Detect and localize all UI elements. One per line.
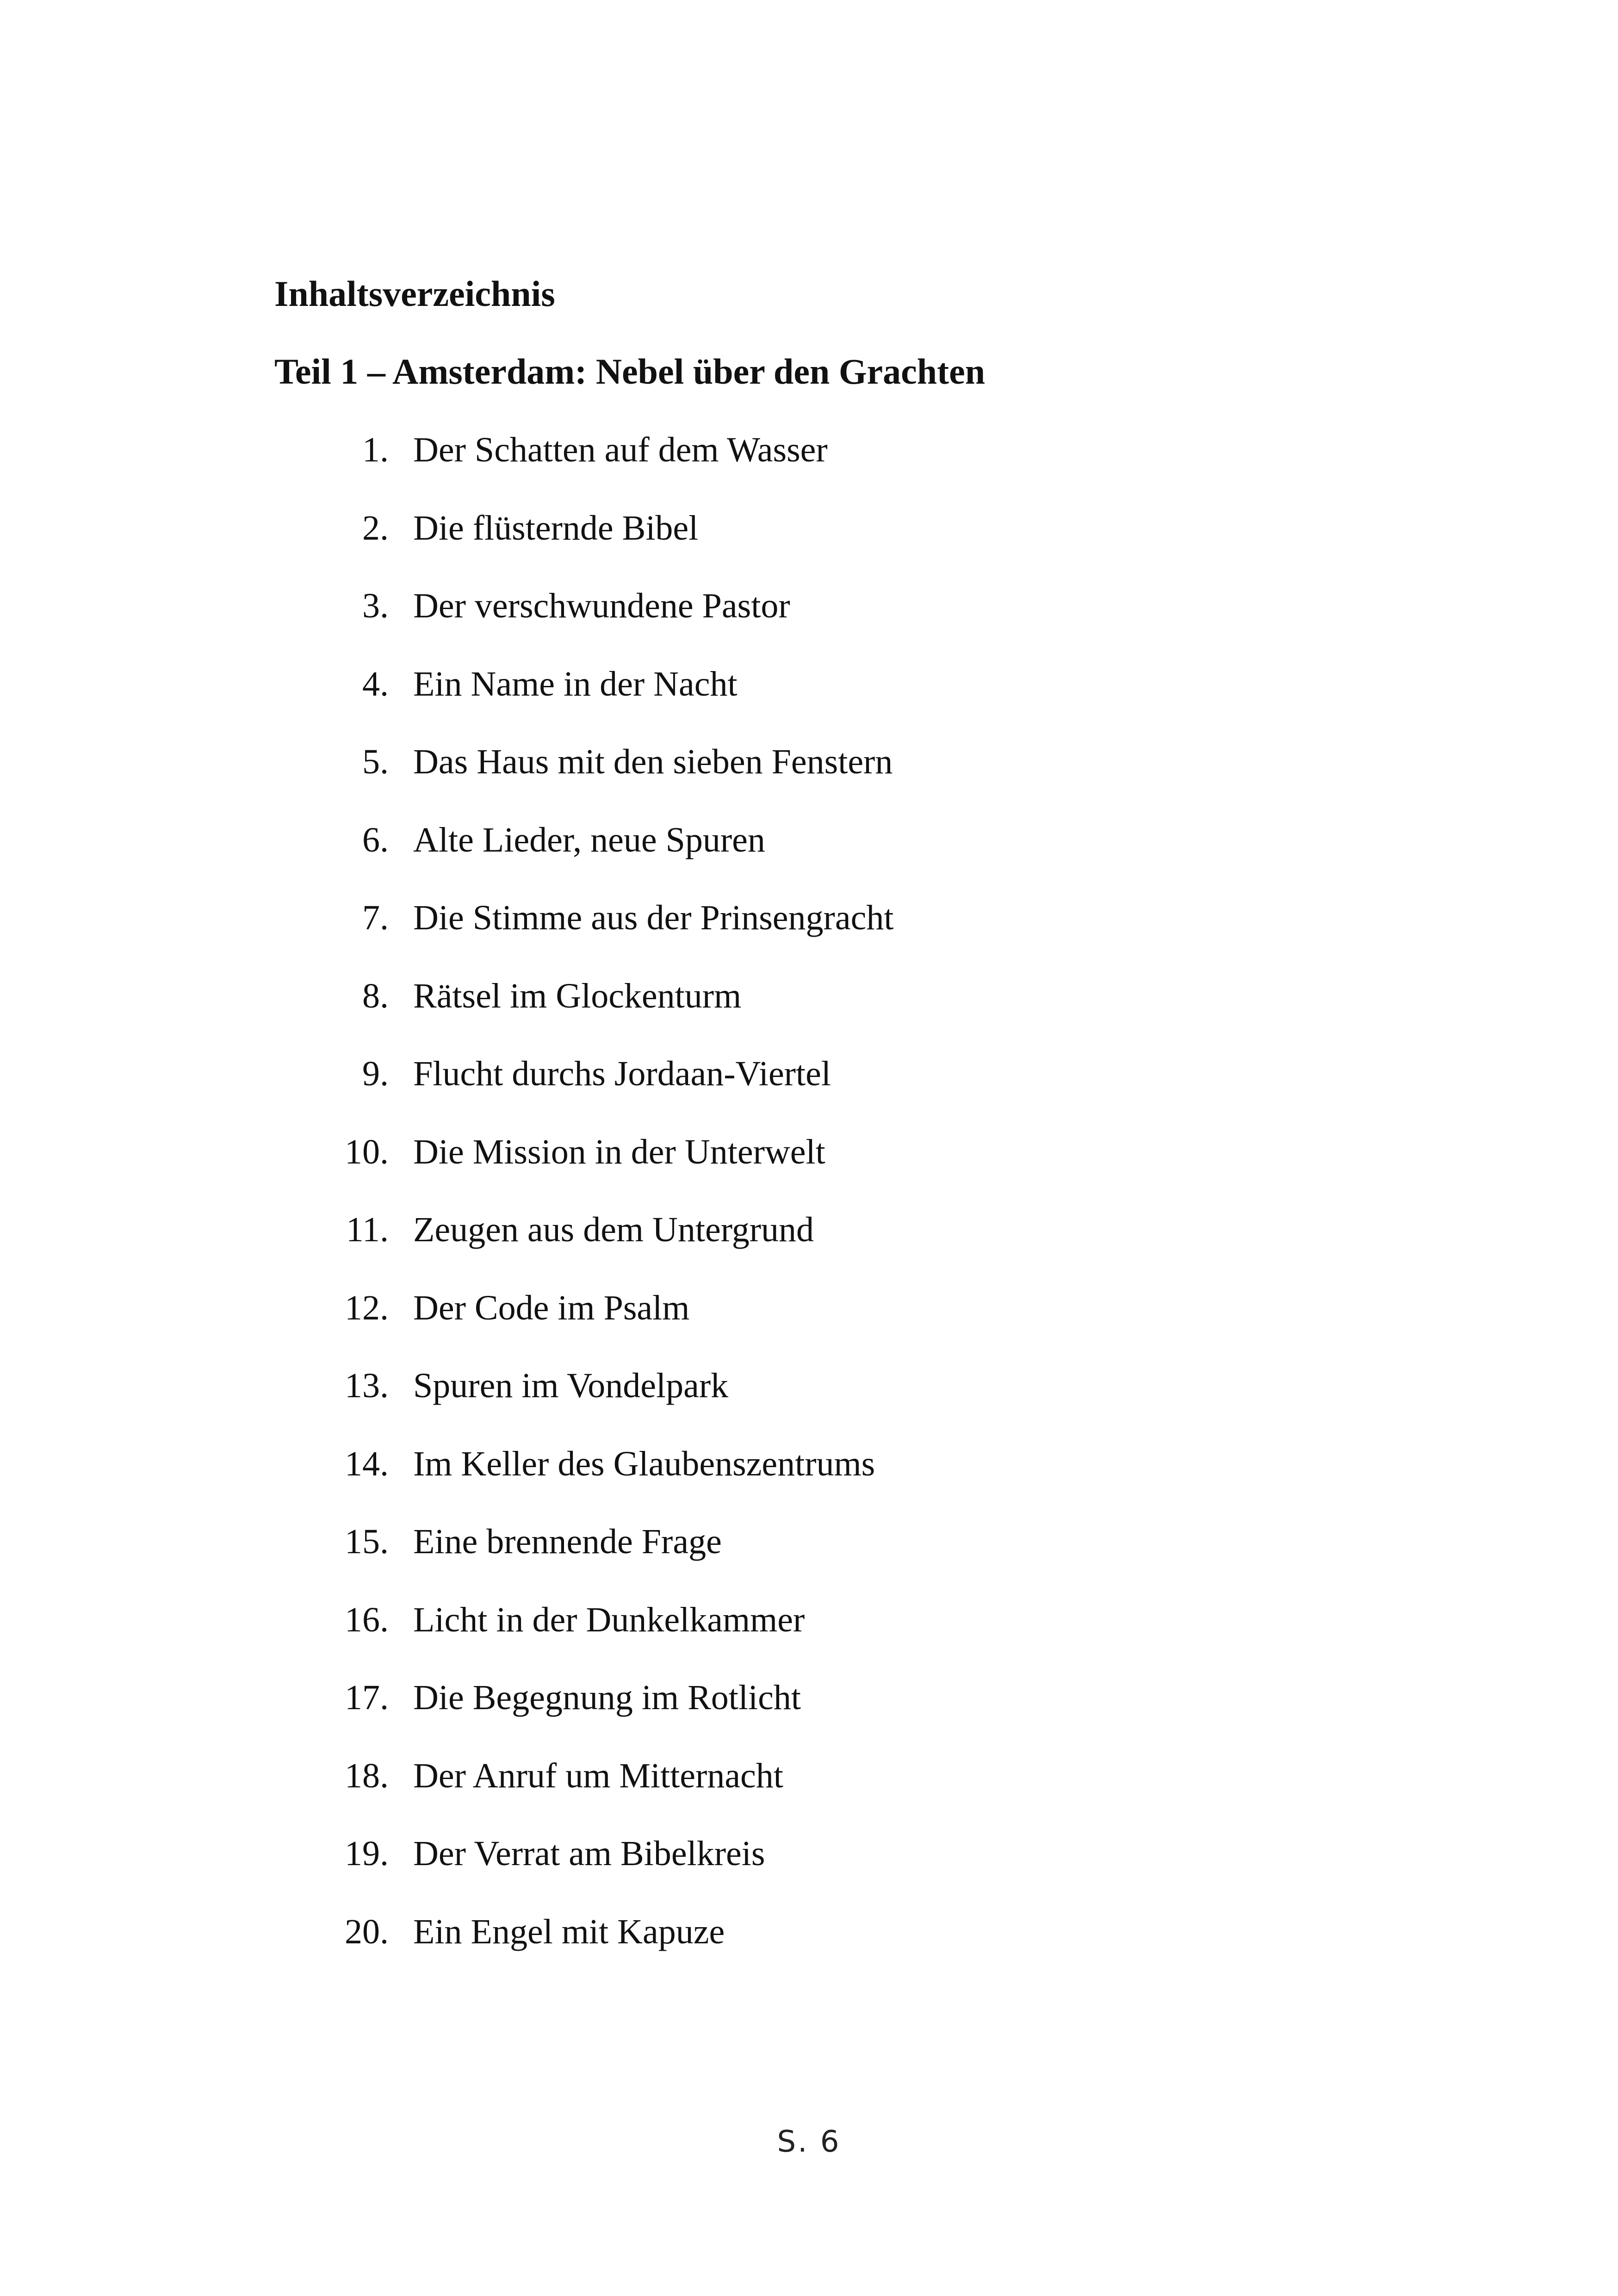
chapter-number: 12.	[345, 1288, 389, 1327]
chapter-list	[0, 422, 1618, 1982]
chapter-item	[0, 500, 1618, 579]
chapter-item	[0, 1904, 1618, 1982]
chapter-title: Ein Name in der Nacht	[413, 664, 738, 703]
chapter-item	[0, 1436, 1618, 1514]
chapter-number: 4.	[362, 664, 389, 703]
chapter-item	[0, 890, 1618, 968]
chapter-item	[0, 422, 1618, 500]
chapter-number: 13.	[345, 1366, 389, 1405]
chapter-title: Die Stimme aus der Prinsengracht	[413, 898, 894, 937]
chapter-item	[0, 1046, 1618, 1124]
chapter-item	[0, 1358, 1618, 1436]
chapter-item	[0, 734, 1618, 812]
chapter-item	[0, 1202, 1618, 1280]
chapter-number: 11.	[346, 1210, 389, 1249]
chapter-number: 2.	[362, 508, 389, 548]
chapter-item	[0, 1514, 1618, 1592]
chapter-number: 15.	[345, 1522, 389, 1561]
chapter-title: Der Verrat am Bibelkreis	[413, 1834, 765, 1873]
chapter-title: Der verschwundene Pastor	[413, 586, 790, 625]
chapter-number: 17.	[345, 1678, 389, 1717]
chapter-number: 7.	[362, 898, 389, 937]
chapter-title: Spuren im Vondelpark	[413, 1366, 729, 1405]
chapter-number: 14.	[345, 1444, 389, 1483]
chapter-number: 5.	[362, 742, 389, 781]
chapter-title: Im Keller des Glaubenszentrums	[413, 1444, 875, 1483]
chapter-number: 20.	[345, 1912, 389, 1951]
chapter-title: Die flüsternde Bibel	[413, 508, 699, 548]
chapter-item	[0, 812, 1618, 890]
chapter-title: Eine brennende Frage	[413, 1522, 722, 1561]
chapter-title: Das Haus mit den sieben Fenstern	[413, 742, 893, 781]
chapter-title: Alte Lieder, neue Spuren	[413, 820, 765, 859]
chapter-item	[0, 656, 1618, 734]
chapter-item	[0, 968, 1618, 1046]
chapter-title: Der Anruf um Mitternacht	[413, 1756, 783, 1795]
chapter-title: Zeugen aus dem Untergrund	[413, 1210, 814, 1249]
chapter-number: 10.	[345, 1132, 389, 1171]
chapter-title: Die Mission in der Unterwelt	[413, 1132, 825, 1171]
part-title: Teil 1 – Amsterdam: Nebel über den Grachten	[274, 351, 986, 392]
toc-heading: Inhaltsverzeichnis	[274, 274, 555, 314]
chapter-item	[0, 1592, 1618, 1670]
chapter-item	[0, 1280, 1618, 1358]
chapter-title: Der Schatten auf dem Wasser	[413, 430, 828, 469]
page-number: S. 6	[777, 2125, 841, 2159]
chapter-title: Der Code im Psalm	[413, 1288, 690, 1327]
chapter-title: Flucht durchs Jordaan-Viertel	[413, 1054, 831, 1093]
chapter-number: 18.	[345, 1756, 389, 1795]
chapter-number: 8.	[362, 976, 389, 1015]
chapter-number: 1.	[362, 430, 389, 469]
chapter-number: 3.	[362, 586, 389, 625]
chapter-number: 16.	[345, 1600, 389, 1639]
chapter-item	[0, 1124, 1618, 1202]
chapter-item	[0, 1670, 1618, 1748]
chapter-number: 6.	[362, 820, 389, 859]
chapter-item	[0, 578, 1618, 656]
chapter-item	[0, 1826, 1618, 1904]
chapter-title: Die Begegnung im Rotlicht	[413, 1678, 801, 1717]
chapter-title: Ein Engel mit Kapuze	[413, 1912, 725, 1951]
chapter-title: Rätsel im Glockenturm	[413, 976, 742, 1015]
chapter-number: 19.	[345, 1834, 389, 1873]
chapter-title: Licht in der Dunkelkammer	[413, 1600, 805, 1639]
chapter-item	[0, 1748, 1618, 1826]
chapter-number: 9.	[362, 1054, 389, 1093]
